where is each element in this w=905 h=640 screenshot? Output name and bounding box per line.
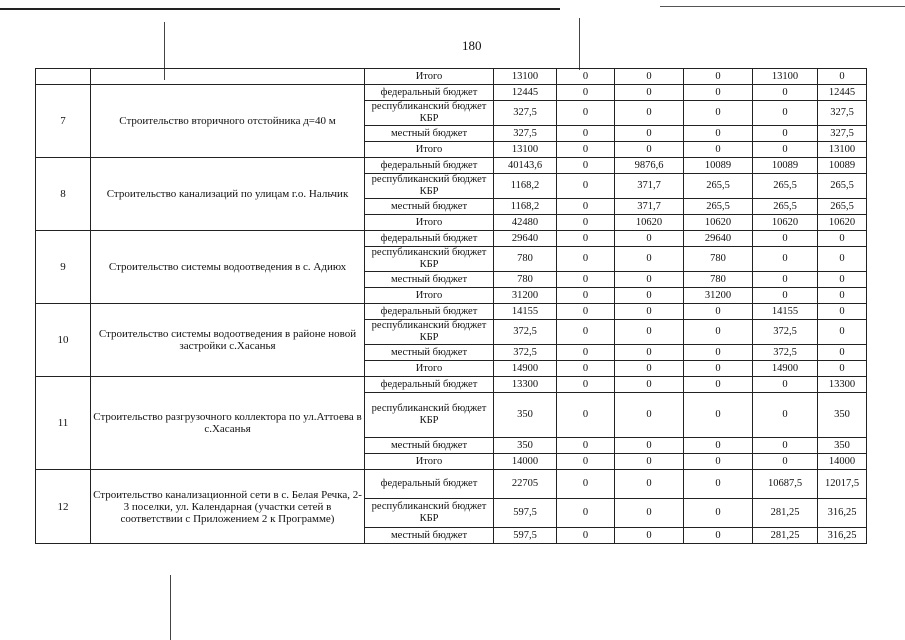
amount-cell: 10089 bbox=[753, 158, 818, 174]
amount-cell: 0 bbox=[557, 361, 615, 377]
amount-cell: 0 bbox=[557, 528, 615, 544]
funding-source-cell: Итого bbox=[365, 69, 494, 85]
amount-cell: 0 bbox=[557, 174, 615, 199]
amount-cell: 371,7 bbox=[615, 199, 684, 215]
table-row bbox=[36, 470, 867, 499]
funding-source-cell: Итого bbox=[365, 288, 494, 304]
amount-cell: 0 bbox=[557, 199, 615, 215]
amount-cell: 14900 bbox=[753, 361, 818, 377]
amount-cell: 0 bbox=[753, 288, 818, 304]
row-number-cell: 8 bbox=[36, 158, 91, 231]
funding-source-cell: республиканский бюджет КБР bbox=[365, 101, 494, 126]
amount-cell: 0 bbox=[753, 377, 818, 393]
row-number-cell: 12 bbox=[36, 470, 91, 544]
amount-cell: 265,5 bbox=[818, 174, 867, 199]
amount-cell: 0 bbox=[615, 231, 684, 247]
funding-source-cell: местный бюджет bbox=[365, 199, 494, 215]
amount-cell: 0 bbox=[684, 69, 753, 85]
amount-cell: 0 bbox=[684, 320, 753, 345]
project-name-cell: Строительство разгрузочного коллектора по ул.Аттоева в с.Хасанья bbox=[91, 377, 365, 470]
amount-cell: 14900 bbox=[494, 361, 557, 377]
amount-cell: 12445 bbox=[494, 85, 557, 101]
project-name-cell bbox=[91, 69, 365, 85]
amount-cell: 0 bbox=[615, 69, 684, 85]
project-name-cell: Строительство вторичного отстойника д=40 м bbox=[91, 85, 365, 158]
amount-cell: 10620 bbox=[818, 215, 867, 231]
funding-source-cell: республиканский бюджет КБР bbox=[365, 174, 494, 199]
amount-cell: 281,25 bbox=[753, 499, 818, 528]
row-number-cell bbox=[36, 69, 91, 85]
amount-cell: 0 bbox=[684, 101, 753, 126]
funding-source-cell: федеральный бюджет bbox=[365, 377, 494, 393]
amount-cell: 0 bbox=[753, 85, 818, 101]
funding-source-cell: местный бюджет bbox=[365, 438, 494, 454]
amount-cell: 0 bbox=[557, 142, 615, 158]
amount-cell: 780 bbox=[494, 272, 557, 288]
funding-source-cell: Итого bbox=[365, 361, 494, 377]
amount-cell: 0 bbox=[615, 528, 684, 544]
amount-cell: 0 bbox=[615, 438, 684, 454]
amount-cell: 0 bbox=[753, 393, 818, 438]
funding-source-cell: местный бюджет bbox=[365, 528, 494, 544]
amount-cell: 0 bbox=[818, 320, 867, 345]
amount-cell: 0 bbox=[557, 231, 615, 247]
amount-cell: 316,25 bbox=[818, 528, 867, 544]
amount-cell: 0 bbox=[753, 126, 818, 142]
amount-cell: 372,5 bbox=[494, 345, 557, 361]
amount-cell: 0 bbox=[753, 231, 818, 247]
amount-cell: 0 bbox=[753, 272, 818, 288]
amount-cell: 13100 bbox=[494, 142, 557, 158]
row-number-cell: 7 bbox=[36, 85, 91, 158]
amount-cell: 10620 bbox=[684, 215, 753, 231]
amount-cell: 29640 bbox=[494, 231, 557, 247]
amount-cell: 0 bbox=[615, 101, 684, 126]
scan-artifact-line bbox=[579, 18, 580, 70]
amount-cell: 0 bbox=[557, 470, 615, 499]
table-row bbox=[36, 158, 867, 174]
amount-cell: 12445 bbox=[818, 85, 867, 101]
amount-cell: 29640 bbox=[684, 231, 753, 247]
amount-cell: 0 bbox=[557, 393, 615, 438]
funding-source-cell: Итого bbox=[365, 215, 494, 231]
amount-cell: 0 bbox=[818, 231, 867, 247]
amount-cell: 597,5 bbox=[494, 528, 557, 544]
amount-cell: 9876,6 bbox=[615, 158, 684, 174]
amount-cell: 0 bbox=[615, 247, 684, 272]
funding-source-cell: республиканский бюджет КБР bbox=[365, 393, 494, 438]
page-number: 180 bbox=[462, 38, 482, 53]
table-row bbox=[36, 304, 867, 320]
project-name-cell: Строительство канализационной сети в с. Белая Речка, 2-3 поселки, ул. Календарная (участки сетей в соответствии с Приложением 2 к Программе) bbox=[91, 470, 365, 544]
amount-cell: 350 bbox=[494, 438, 557, 454]
amount-cell: 0 bbox=[684, 345, 753, 361]
amount-cell: 0 bbox=[557, 454, 615, 470]
table-row bbox=[36, 85, 867, 101]
amount-cell: 597,5 bbox=[494, 499, 557, 528]
scan-top-rule bbox=[0, 8, 560, 10]
funding-source-cell: федеральный бюджет bbox=[365, 470, 494, 499]
amount-cell: 0 bbox=[557, 101, 615, 126]
amount-cell: 1168,2 bbox=[494, 199, 557, 215]
amount-cell: 0 bbox=[818, 247, 867, 272]
amount-cell: 372,5 bbox=[753, 345, 818, 361]
project-name-cell: Строительство системы водоотведения в с. Адиюх bbox=[91, 231, 365, 304]
amount-cell: 0 bbox=[615, 393, 684, 438]
amount-cell: 327,5 bbox=[494, 126, 557, 142]
amount-cell: 0 bbox=[818, 361, 867, 377]
amount-cell: 14155 bbox=[494, 304, 557, 320]
row-number-cell: 11 bbox=[36, 377, 91, 470]
funding-source-cell: местный бюджет bbox=[365, 272, 494, 288]
amount-cell: 265,5 bbox=[684, 174, 753, 199]
amount-cell: 0 bbox=[684, 528, 753, 544]
amount-cell: 0 bbox=[615, 85, 684, 101]
amount-cell: 31200 bbox=[494, 288, 557, 304]
amount-cell: 0 bbox=[615, 126, 684, 142]
amount-cell: 0 bbox=[557, 304, 615, 320]
amount-cell: 350 bbox=[494, 393, 557, 438]
amount-cell: 31200 bbox=[684, 288, 753, 304]
row-number-cell: 9 bbox=[36, 231, 91, 304]
funding-source-cell: республиканский бюджет КБР bbox=[365, 247, 494, 272]
amount-cell: 0 bbox=[615, 272, 684, 288]
amount-cell: 13100 bbox=[494, 69, 557, 85]
amount-cell: 780 bbox=[684, 272, 753, 288]
amount-cell: 13100 bbox=[753, 69, 818, 85]
amount-cell: 316,25 bbox=[818, 499, 867, 528]
amount-cell: 0 bbox=[557, 247, 615, 272]
amount-cell: 0 bbox=[753, 142, 818, 158]
amount-cell: 0 bbox=[557, 85, 615, 101]
amount-cell: 0 bbox=[615, 454, 684, 470]
amount-cell: 0 bbox=[684, 393, 753, 438]
amount-cell: 327,5 bbox=[818, 101, 867, 126]
amount-cell: 10687,5 bbox=[753, 470, 818, 499]
amount-cell: 0 bbox=[818, 304, 867, 320]
funding-source-cell: федеральный бюджет bbox=[365, 158, 494, 174]
funding-table bbox=[35, 68, 867, 544]
amount-cell: 10620 bbox=[615, 215, 684, 231]
amount-cell: 0 bbox=[615, 499, 684, 528]
amount-cell: 0 bbox=[615, 288, 684, 304]
amount-cell: 0 bbox=[818, 272, 867, 288]
funding-source-cell: местный бюджет bbox=[365, 126, 494, 142]
amount-cell: 13300 bbox=[818, 377, 867, 393]
amount-cell: 350 bbox=[818, 393, 867, 438]
amount-cell: 1168,2 bbox=[494, 174, 557, 199]
amount-cell: 0 bbox=[557, 158, 615, 174]
amount-cell: 0 bbox=[615, 377, 684, 393]
amount-cell: 42480 bbox=[494, 215, 557, 231]
amount-cell: 0 bbox=[818, 288, 867, 304]
amount-cell: 0 bbox=[615, 470, 684, 499]
funding-source-cell: федеральный бюджет bbox=[365, 85, 494, 101]
amount-cell: 0 bbox=[684, 142, 753, 158]
table-row bbox=[36, 69, 867, 85]
amount-cell: 0 bbox=[557, 126, 615, 142]
amount-cell: 327,5 bbox=[494, 101, 557, 126]
amount-cell: 0 bbox=[557, 438, 615, 454]
amount-cell: 0 bbox=[615, 345, 684, 361]
amount-cell: 0 bbox=[818, 69, 867, 85]
funding-source-cell: федеральный бюджет bbox=[365, 231, 494, 247]
amount-cell: 265,5 bbox=[684, 199, 753, 215]
funding-source-cell: федеральный бюджет bbox=[365, 304, 494, 320]
amount-cell: 14000 bbox=[818, 454, 867, 470]
amount-cell: 10620 bbox=[753, 215, 818, 231]
amount-cell: 0 bbox=[684, 304, 753, 320]
amount-cell: 0 bbox=[557, 288, 615, 304]
project-name-cell: Строительство системы водоотведения в районе новой застройки с.Хасанья bbox=[91, 304, 365, 377]
amount-cell: 327,5 bbox=[818, 126, 867, 142]
amount-cell: 0 bbox=[684, 470, 753, 499]
amount-cell: 0 bbox=[684, 126, 753, 142]
amount-cell: 0 bbox=[684, 361, 753, 377]
amount-cell: 13300 bbox=[494, 377, 557, 393]
funding-source-cell: местный бюджет bbox=[365, 345, 494, 361]
amount-cell: 0 bbox=[615, 142, 684, 158]
row-number-cell: 10 bbox=[36, 304, 91, 377]
amount-cell: 0 bbox=[753, 247, 818, 272]
amount-cell: 0 bbox=[615, 304, 684, 320]
amount-cell: 22705 bbox=[494, 470, 557, 499]
funding-source-cell: республиканский бюджет КБР bbox=[365, 320, 494, 345]
amount-cell: 372,5 bbox=[753, 320, 818, 345]
amount-cell: 0 bbox=[557, 215, 615, 231]
funding-source-cell: Итого bbox=[365, 454, 494, 470]
amount-cell: 14155 bbox=[753, 304, 818, 320]
amount-cell: 0 bbox=[615, 320, 684, 345]
amount-cell: 10089 bbox=[684, 158, 753, 174]
amount-cell: 0 bbox=[557, 272, 615, 288]
amount-cell: 10089 bbox=[818, 158, 867, 174]
amount-cell: 0 bbox=[684, 454, 753, 470]
project-name-cell: Строительство канализаций по улицам г.о. Нальчик bbox=[91, 158, 365, 231]
amount-cell: 0 bbox=[557, 499, 615, 528]
table-row bbox=[36, 231, 867, 247]
amount-cell: 0 bbox=[557, 345, 615, 361]
scan-artifact-line bbox=[170, 575, 171, 640]
amount-cell: 0 bbox=[684, 377, 753, 393]
table-row bbox=[36, 377, 867, 393]
amount-cell: 0 bbox=[684, 499, 753, 528]
amount-cell: 0 bbox=[753, 101, 818, 126]
amount-cell: 780 bbox=[684, 247, 753, 272]
amount-cell: 0 bbox=[753, 454, 818, 470]
amount-cell: 371,7 bbox=[615, 174, 684, 199]
funding-source-cell: республиканский бюджет КБР bbox=[365, 499, 494, 528]
amount-cell: 14000 bbox=[494, 454, 557, 470]
amount-cell: 0 bbox=[684, 438, 753, 454]
amount-cell: 0 bbox=[684, 85, 753, 101]
amount-cell: 281,25 bbox=[753, 528, 818, 544]
funding-source-cell: Итого bbox=[365, 142, 494, 158]
amount-cell: 372,5 bbox=[494, 320, 557, 345]
amount-cell: 780 bbox=[494, 247, 557, 272]
amount-cell: 12017,5 bbox=[818, 470, 867, 499]
amount-cell: 0 bbox=[753, 438, 818, 454]
amount-cell: 0 bbox=[615, 361, 684, 377]
amount-cell: 13100 bbox=[818, 142, 867, 158]
amount-cell: 350 bbox=[818, 438, 867, 454]
amount-cell: 265,5 bbox=[753, 174, 818, 199]
amount-cell: 40143,6 bbox=[494, 158, 557, 174]
scan-top-rule-right bbox=[660, 6, 905, 7]
amount-cell: 0 bbox=[557, 69, 615, 85]
amount-cell: 265,5 bbox=[753, 199, 818, 215]
amount-cell: 0 bbox=[557, 320, 615, 345]
amount-cell: 0 bbox=[818, 345, 867, 361]
amount-cell: 265,5 bbox=[818, 199, 867, 215]
amount-cell: 0 bbox=[557, 377, 615, 393]
